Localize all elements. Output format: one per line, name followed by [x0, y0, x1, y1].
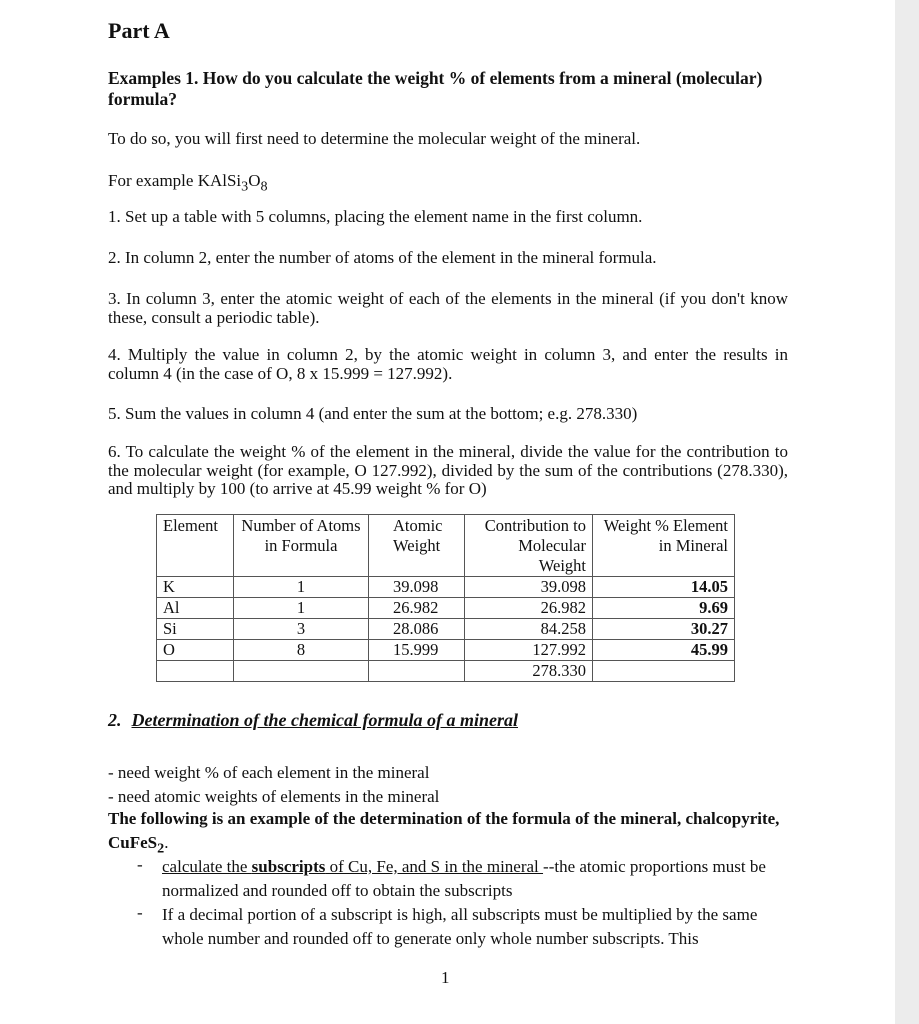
total-cell: 278.330	[465, 661, 593, 682]
section2-heading	[108, 710, 518, 731]
cell: 8	[234, 640, 369, 661]
cell: 127.992	[465, 640, 593, 661]
table-row	[157, 640, 735, 661]
weight-percent-table	[156, 514, 735, 682]
empty-cell	[593, 661, 735, 682]
header-cell: Number of Atoms in Formula	[234, 515, 369, 577]
need-2: - need atomic weights of elements in the mineral	[108, 787, 440, 806]
example-end: .	[164, 833, 169, 852]
scrollbar[interactable]	[895, 0, 919, 1024]
step-3: 3. In column 3, enter the atomic weight of each of the elements in the mineral (if you don't know these, consult a periodic table).	[108, 289, 788, 327]
cell: 39.098	[465, 577, 593, 598]
bullet-dash: -	[137, 855, 143, 874]
bullet-text: --the atomic proportions must be normalized and rounded off to obtain the subscripts	[162, 857, 766, 900]
cell: 45.99	[593, 640, 735, 661]
bullet-2: If a decimal portion of a subscript is high, all subscripts must be multiplied by the same whole number and rounded off to generate only whole number subscripts. This	[162, 905, 758, 948]
empty-cell	[157, 661, 234, 682]
step-1: 1. Set up a table with 5 columns, placing the element name in the first column.	[108, 207, 643, 226]
step-6: 6. To calculate the weight % of the element in the mineral, divide the value for the contribution to the molecular weight (for example, O 127.992), divided by the sum of the contributions (278.330), and multiply by 100 (to arrive at 45.99 weight % for O)	[108, 442, 788, 498]
bullet-dash: -	[137, 903, 143, 922]
bullet-text: of Cu, Fe, and S in the mineral	[325, 857, 544, 876]
section-number: 2.	[108, 710, 122, 730]
example-formula	[108, 172, 788, 196]
example-prefix: For example	[108, 171, 198, 190]
table-total-row	[157, 661, 735, 682]
part-title: Part A	[108, 18, 170, 43]
example1-heading: Examples 1. How do you calculate the weight % of elements from a mineral (molecular) formula?	[108, 68, 763, 109]
bullet-1	[162, 855, 788, 903]
step-5: 5. Sum the values in column 4 (and enter the sum at the bottom; e.g. 278.330)	[108, 404, 638, 423]
cell: Si	[157, 619, 234, 640]
section-title: Determination of the chemical formula of a mineral	[131, 710, 518, 730]
cell: 39.098	[369, 577, 465, 598]
cell: 1	[234, 598, 369, 619]
example-text: The following is an example of the determination of the formula of the mineral, chalcopyrite, CuFeS	[108, 809, 780, 852]
formula-subscript: 8	[260, 178, 268, 195]
formula-subscript: 2	[157, 840, 165, 857]
cell: 26.982	[369, 598, 465, 619]
cell: 15.999	[369, 640, 465, 661]
cell: 28.086	[369, 619, 465, 640]
table-header-row	[157, 515, 735, 577]
cell: 9.69	[593, 598, 735, 619]
cell: 3	[234, 619, 369, 640]
cell: O	[157, 640, 234, 661]
cell: Al	[157, 598, 234, 619]
step-2: 2. In column 2, enter the number of atoms of the element in the mineral formula.	[108, 248, 657, 267]
intro-text: To do so, you will first need to determine the molecular weight of the mineral.	[108, 129, 641, 148]
bullet-bold: subscripts	[251, 857, 326, 876]
formula-part: KAlSi	[197, 171, 242, 190]
cell: K	[157, 577, 234, 598]
empty-cell	[369, 661, 465, 682]
step-4: 4. Multiply the value in column 2, by the atomic weight in column 3, and enter the results in column 4 (in the case of O, 8 x 15.999 = 127.992).	[108, 345, 788, 383]
table-row	[157, 577, 735, 598]
header-cell: Contribution to Molecular Weight	[465, 515, 593, 577]
header-cell: Weight % Element in Mineral	[593, 515, 735, 577]
formula-subscript: 3	[241, 178, 249, 195]
cell: 84.258	[465, 619, 593, 640]
cell: 26.982	[465, 598, 593, 619]
cell: 30.27	[593, 619, 735, 640]
header-cell: Element	[157, 515, 234, 577]
page-number: 1	[441, 968, 450, 987]
cell: 1	[234, 577, 369, 598]
header-cell: Atomic Weight	[369, 515, 465, 577]
formula-part: O	[248, 171, 261, 190]
bullet-text: calculate the	[162, 857, 252, 876]
example-statement	[108, 807, 788, 860]
need-1: - need weight % of each element in the mineral	[108, 763, 430, 782]
table-row	[157, 598, 735, 619]
cell: 14.05	[593, 577, 735, 598]
table-row	[157, 619, 735, 640]
empty-cell	[234, 661, 369, 682]
